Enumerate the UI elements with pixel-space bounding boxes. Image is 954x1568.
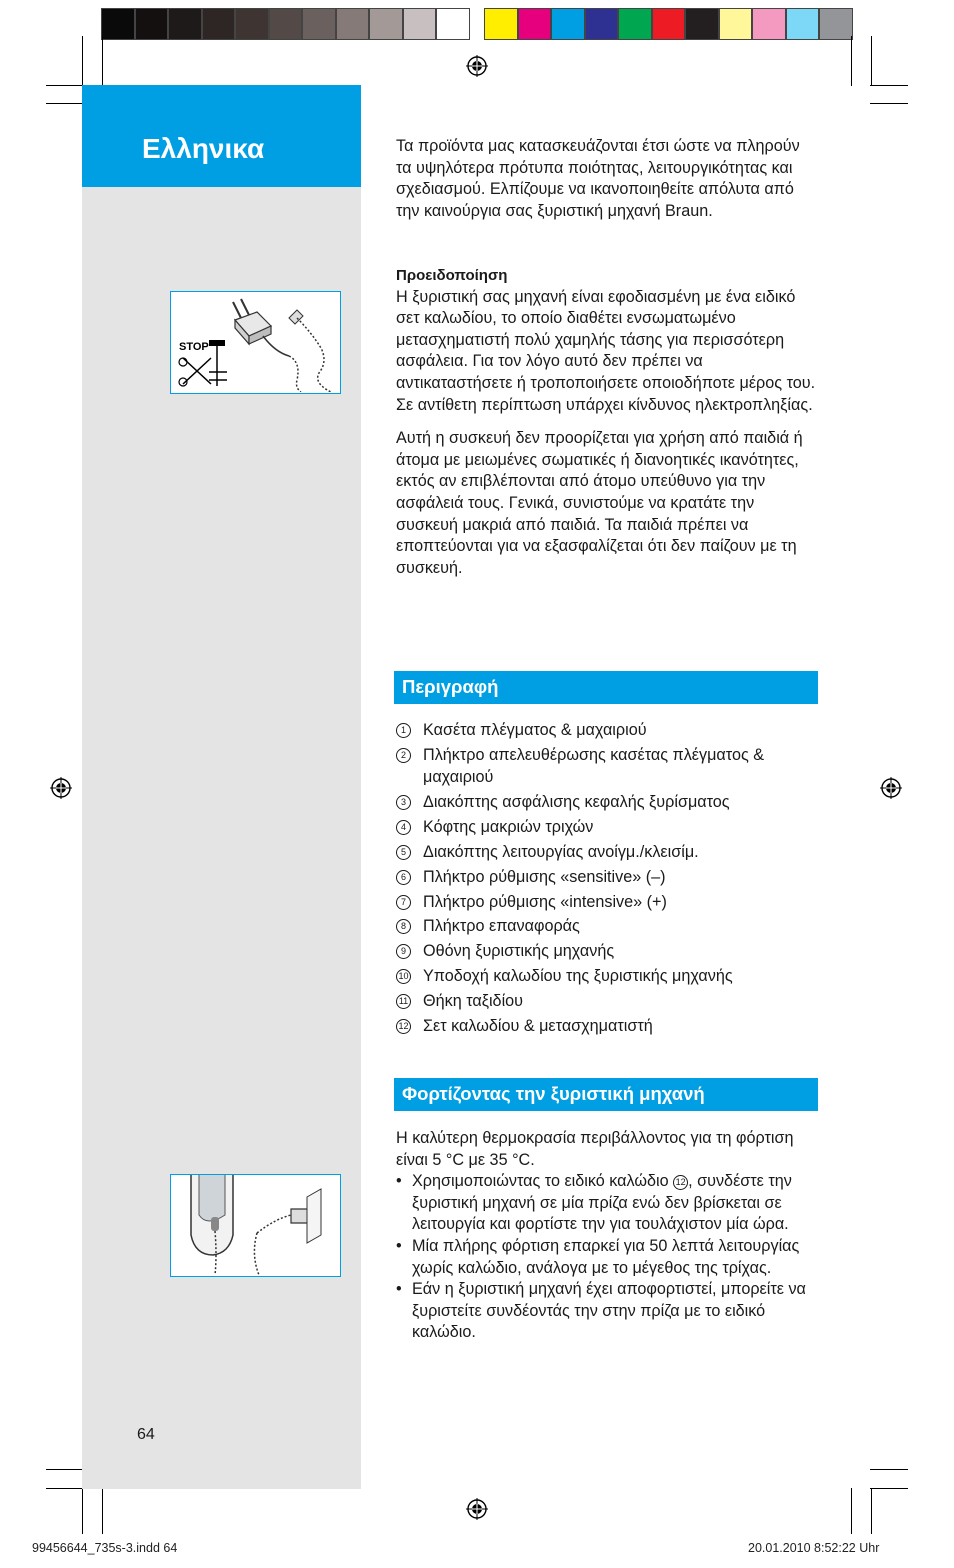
crop-mark	[46, 1469, 82, 1470]
item-number: 2	[396, 748, 411, 763]
crop-mark	[870, 85, 908, 86]
item-number: 9	[396, 944, 411, 959]
item-text: Οθόνη ξυριστικής μηχανής	[423, 942, 615, 961]
color-swatch	[551, 8, 585, 40]
list-item	[396, 1016, 816, 1038]
color-swatch	[719, 8, 753, 40]
charging-bullets	[396, 1171, 816, 1344]
color-swatch	[369, 8, 403, 40]
color-swatch	[168, 8, 202, 40]
item-text: Πλήκτρο ρύθμισης «intensive» (+)	[423, 892, 667, 911]
item-number: 1	[396, 723, 411, 738]
color-swatch	[484, 8, 518, 40]
crop-mark	[46, 103, 82, 104]
item-text: Πλήκτρο ρύθμισης «sensitive» (–)	[423, 867, 666, 886]
crop-mark	[870, 1469, 908, 1470]
item-text: Διακόπτης ασφάλισης κεφαλής ξυρίσματος	[423, 792, 730, 811]
charging-intro: Η καλύτερη θερμοκρασία περιβάλλοντος για τη φόρτιση είναι 5 °C με 35 °C.	[396, 1129, 794, 1169]
crop-mark	[871, 36, 872, 86]
bullet-item: • Εάν η ξυριστική μηχανή έχει αποφορτιστεί, μπορείτε να ξυριστείτε συνδέοντάς την στην πρίζα με το ειδικό καλώδιο.	[396, 1279, 816, 1344]
color-swatch	[101, 8, 135, 40]
page-title: Ελληνικα	[142, 133, 265, 164]
crop-mark	[46, 85, 82, 86]
color-swatch	[269, 8, 303, 40]
item-number: 6	[396, 870, 411, 885]
color-swatch	[135, 8, 169, 40]
intro-text	[396, 136, 816, 222]
bullet-item: • Μία πλήρης φόρτιση επαρκεί για 50 λεπτά λειτουργίας χωρίς καλώδιο, ανάλογα με το μέγεθος της τρίχας.	[396, 1236, 816, 1279]
bullet-item	[396, 1171, 816, 1236]
item-text: Θήκη ταξιδίου	[423, 992, 524, 1011]
item-text: Σετ καλωδίου & μετασχηματιστή	[423, 1017, 653, 1036]
crop-mark	[46, 1488, 82, 1489]
item-number: 11	[396, 994, 411, 1009]
charging-heading: Φορτίζοντας την ξυριστική μηχανή	[394, 1078, 818, 1111]
list-item	[396, 720, 816, 742]
item-text: Κασέτα πλέγματος & μαχαιριού	[423, 721, 647, 739]
list-item	[396, 941, 816, 963]
crop-mark	[870, 1488, 908, 1489]
plug-stop-icon	[171, 292, 339, 392]
list-item	[396, 745, 816, 788]
color-swatch	[403, 8, 437, 40]
crop-mark	[82, 36, 83, 86]
color-swatch	[585, 8, 619, 40]
color-swatch	[752, 8, 786, 40]
crop-mark	[851, 1488, 852, 1534]
shaver-charging-icon	[171, 1175, 339, 1275]
page-number: 64	[137, 1426, 155, 1443]
registration-mark-icon	[466, 1498, 488, 1520]
color-swatch	[652, 8, 686, 40]
item-text: Κόφτης μακριών τριχών	[423, 817, 594, 836]
description-heading: Περιγραφή	[394, 671, 818, 704]
crop-mark	[870, 103, 908, 104]
item-number: 3	[396, 795, 411, 810]
color-swatch	[302, 8, 336, 40]
item-number: 7	[396, 895, 411, 910]
color-swatch	[685, 8, 719, 40]
color-swatch	[518, 8, 552, 40]
color-swatch	[202, 8, 236, 40]
item-text: Πλήκτρο επαναφοράς	[423, 917, 580, 936]
color-swatch	[618, 8, 652, 40]
description-list	[396, 720, 816, 1041]
color-calibration-bar-process	[484, 8, 853, 40]
registration-mark-icon	[880, 777, 902, 799]
bullet-text: Χρησιμοποιώντας το ειδικό καλώδιο	[412, 1172, 669, 1191]
intro-paragraph: Τα προϊόντα μας κατασκευάζονται έτσι ώστε να πληρούν τα υψηλότερα πρότυπα ποιότητας, λειτουργικότητας και σχεδιασμού. Ελπίζουμε να ικανοποιηθείτε απόλυτα από την καινούργια σας ξυριστική μηχανή Braun.	[396, 137, 800, 220]
warning-heading: Προειδοποίηση	[396, 267, 508, 284]
color-swatch	[235, 8, 269, 40]
footer-file: 99456644_735s-3.indd 64	[32, 1541, 178, 1555]
item-number: 10	[396, 969, 411, 984]
charging-illustration	[170, 1174, 341, 1277]
warning-section	[396, 265, 816, 579]
list-item	[396, 966, 816, 988]
color-swatch	[819, 8, 853, 40]
crop-mark	[102, 36, 103, 86]
list-item	[396, 892, 816, 914]
item-number: 12	[396, 1019, 411, 1034]
title-box	[82, 85, 361, 187]
charging-section	[396, 1128, 816, 1344]
warning-paragraph: Αυτή η συσκευή δεν προορίζεται για χρήση από παιδιά ή άτομα με μειωμένες σωματικές ή διανοητικές ικανότητες, εκτός αν επιβλέπονται από άτομο υπεύθυνο για την ασφάλειά τους. Γενικά, συνιστούμε να κρατάτε την συσκευή μακριά από παιδιά. Τα παιδιά πρέπει να εποπτεύονται για να εξασφαλίζεται ότι δεν παίζουν με τη συσκευή.	[396, 429, 803, 577]
crop-mark	[871, 1488, 872, 1534]
bullet-text: , συνδέστε την ξυριστική μηχανή σε μία πρίζα ενώ δεν βρίσκεται σε λειτουργία και φορτίστε την για τουλάχιστον μία ώρα.	[412, 1172, 792, 1234]
warning-paragraph: Η ξυριστική σας μηχανή είναι εφοδιασμένη με ένα ειδικό σετ καλωδίου, το οποίο διαθέτει ενσωματωμένο μετασχηματιστή πολύ χαμηλής τάσης για περισσότερη ασφάλεια. Για τον λόγο αυτό δεν πρέπει να αντικαταστήσετε ή τροποποιήσετε οποιοδήποτε μέρος του. Σε αντίθετη περίπτωση υπάρχει κίνδυνος ηλεκτροπληξίας.	[396, 287, 816, 414]
color-swatch	[786, 8, 820, 40]
color-swatch	[336, 8, 370, 40]
item-text: Πλήκτρο απελευθέρωσης κασέτας πλέγματος & μαχαιριού	[423, 745, 765, 786]
crop-mark	[851, 36, 852, 86]
crop-mark	[102, 1488, 103, 1534]
item-number: 8	[396, 919, 411, 934]
item-number: 4	[396, 820, 411, 835]
list-item	[396, 842, 816, 864]
color-swatch	[436, 8, 470, 40]
registration-mark-icon	[466, 55, 488, 77]
item-number: 5	[396, 845, 411, 860]
left-sidebar	[82, 85, 361, 1489]
list-item	[396, 991, 816, 1013]
list-item	[396, 792, 816, 814]
plug-warning-illustration	[170, 291, 341, 394]
registration-mark-icon	[50, 777, 72, 799]
color-calibration-bar-grays	[101, 8, 470, 40]
item-text: Διακόπτης λειτουργίας ανοίγμ./κλεισίμ.	[423, 842, 699, 861]
list-item	[396, 817, 816, 839]
item-text: Υποδοχή καλωδίου της ξυριστικής μηχανής	[423, 967, 733, 986]
list-item	[396, 916, 816, 938]
footer-datetime: 20.01.2010 8:52:22 Uhr	[748, 1541, 880, 1555]
reference-number: 12	[673, 1175, 688, 1190]
crop-mark	[82, 1488, 83, 1534]
stop-label: STOP	[179, 341, 209, 353]
list-item	[396, 867, 816, 889]
